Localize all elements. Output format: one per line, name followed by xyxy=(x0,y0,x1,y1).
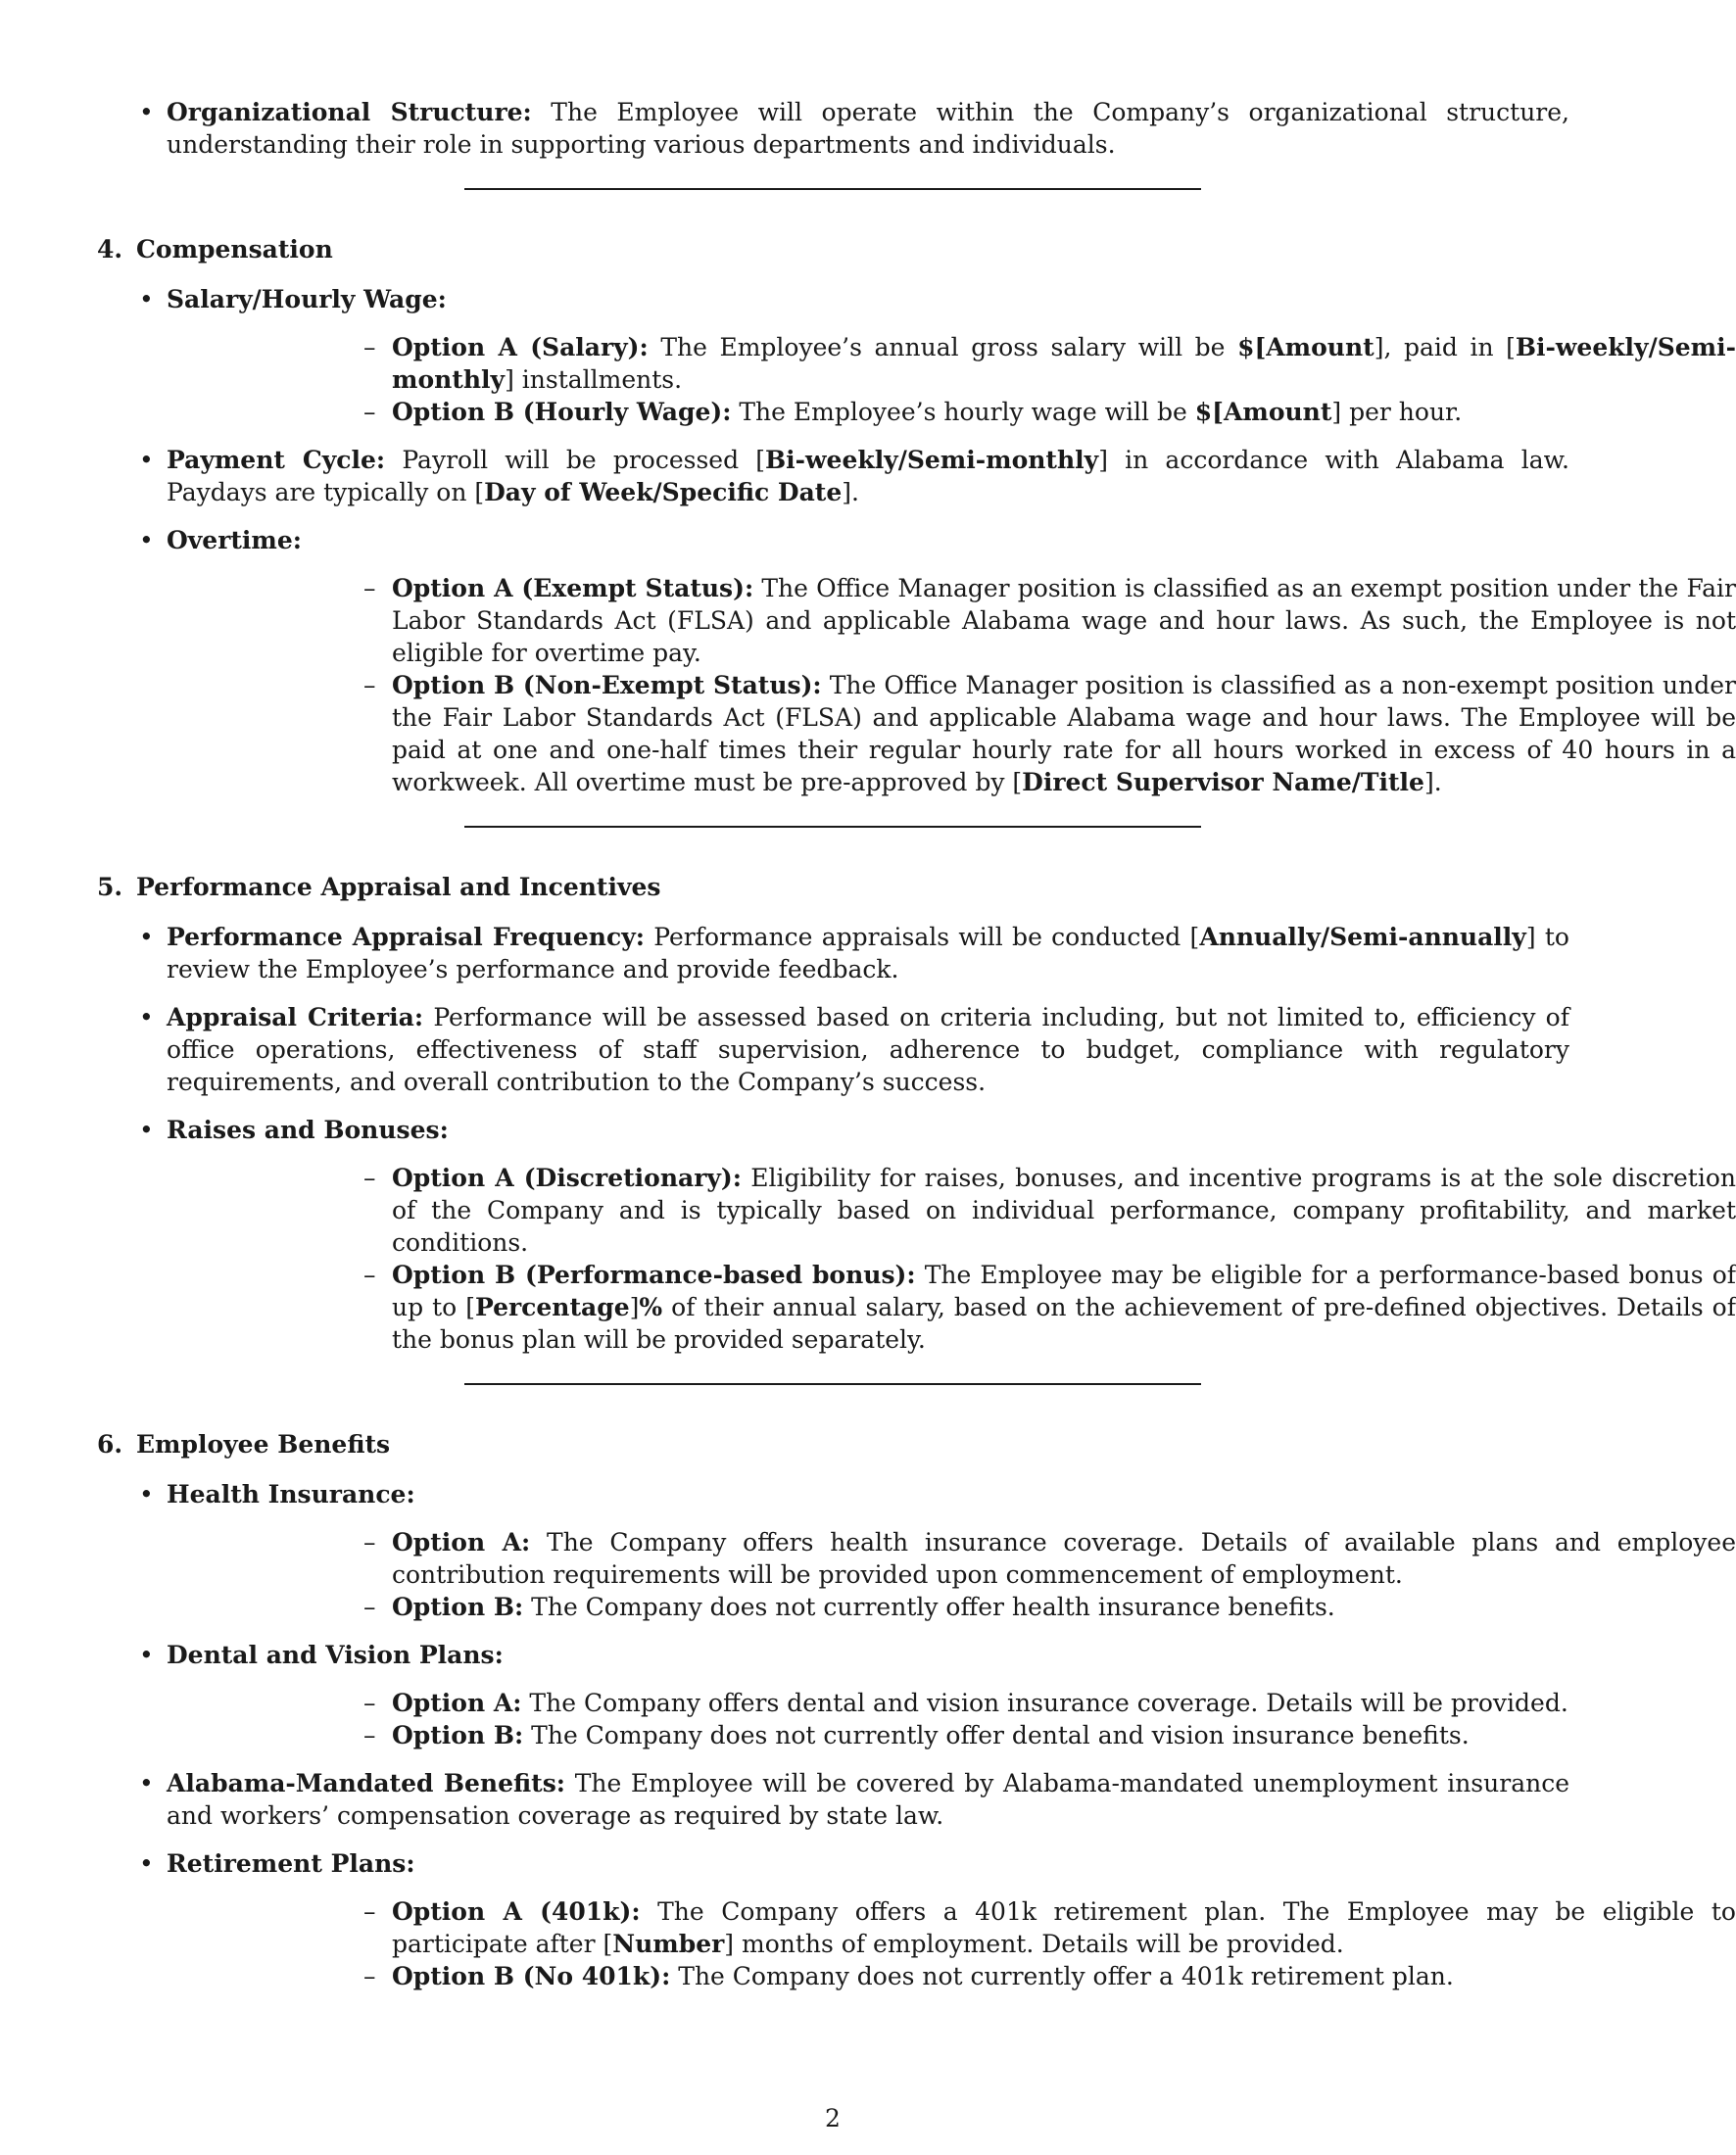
placeholder-field: Percentage xyxy=(474,1293,630,1321)
option-text: of their annual salary, based on the achievement of pre-defined objectives. Details of the bonus plan will be provided separately. xyxy=(392,1293,1736,1354)
option-label: Option B: xyxy=(392,1593,524,1621)
option-text: ] months of employment. Details will be provided. xyxy=(724,1930,1344,1958)
option-text: The Company does not currently offer dental and vision insurance benefits. xyxy=(523,1721,1470,1749)
raises-option-b xyxy=(392,1259,1736,1356)
option-text: The Company offers a 401k retirement plan. The Employee may be eligible to participate after [ xyxy=(392,1897,1736,1958)
option-text: The Employee may be eligible for a performance-based bonus of up to [ xyxy=(392,1261,1736,1321)
health-option-a xyxy=(392,1526,1736,1591)
placeholder-field: Day of Week/Specific Date xyxy=(484,478,843,506)
option-text: ] per hour. xyxy=(1331,398,1463,426)
item-text: ] to review the Employee’s performance and provide feedback. xyxy=(167,923,1569,983)
option-label: Option A (401k): xyxy=(392,1897,641,1926)
option-label: Option B: xyxy=(392,1721,524,1749)
section-number: 5. xyxy=(97,873,123,901)
appraisal-criteria-item xyxy=(167,1001,1569,1098)
retirement-plans-item xyxy=(167,1847,1736,1992)
option-text: The Employee’s annual gross salary will be xyxy=(648,333,1238,361)
item-text: Performance will be assessed based on criteria including, but not limited to, efficiency of office operations, effectiveness of staff supervision, adherence to budget, compliance with regulatory requirements, and overall contribution to the Company’s success. xyxy=(167,1003,1569,1096)
overtime-item xyxy=(167,524,1736,798)
raises-bonuses-item xyxy=(167,1114,1736,1356)
dental-option-b xyxy=(392,1719,1736,1751)
section-divider xyxy=(464,1383,1201,1385)
payment-cycle-label: Payment Cycle: xyxy=(167,446,386,474)
option-label: Option B (Hourly Wage): xyxy=(392,398,732,426)
percent-sign: % xyxy=(639,1293,663,1321)
retirement-option-a xyxy=(392,1895,1736,1960)
mandated-benefits-item xyxy=(167,1767,1569,1832)
item-text: Performance appraisals will be conducted [ xyxy=(644,923,1200,951)
option-label: Option A: xyxy=(392,1689,522,1717)
health-insurance-label: Health Insurance: xyxy=(167,1480,415,1508)
appraisal-frequency-label: Performance Appraisal Frequency: xyxy=(167,923,645,951)
health-option-b xyxy=(392,1591,1736,1623)
org-structure-item xyxy=(167,96,1569,161)
org-structure-label: Organizational Structure: xyxy=(167,98,532,126)
section-title: Compensation xyxy=(136,235,333,263)
org-structure-text: The Employee will operate within the Company’s organizational structure, understanding their role in supporting various departments and individuals. xyxy=(167,98,1569,159)
salary-item xyxy=(167,283,1736,428)
section-heading-performance xyxy=(97,871,1665,903)
retirement-options xyxy=(167,1895,1736,1992)
placeholder-field: Number xyxy=(612,1930,725,1958)
option-label: Option B (Performance-based bonus): xyxy=(392,1261,916,1289)
overtime-options xyxy=(167,572,1736,798)
dental-vision-item xyxy=(167,1639,1569,1751)
dental-options xyxy=(167,1687,1569,1751)
mandated-benefits-label: Alabama-Mandated Benefits: xyxy=(167,1769,566,1797)
dental-option-a xyxy=(392,1687,1736,1719)
retirement-option-b xyxy=(392,1960,1736,1992)
item-text: ] in accordance with Alabama law. Paydays are typically on [ xyxy=(167,446,1569,506)
section-heading-benefits xyxy=(97,1428,1665,1461)
item-text: The Employee will be covered by Alabama-mandated unemployment insurance and workers’ compensation coverage as required by state law. xyxy=(167,1769,1569,1830)
salary-label: Salary/Hourly Wage: xyxy=(167,285,447,313)
page-content xyxy=(0,96,1736,2008)
placeholder-field: $[Amount xyxy=(1237,333,1374,361)
placeholder-field: Annually/Semi-annually xyxy=(1199,923,1526,951)
option-text: ] installments. xyxy=(505,365,683,394)
appraisal-criteria-label: Appraisal Criteria: xyxy=(167,1003,424,1031)
appraisal-frequency-item xyxy=(167,921,1569,985)
placeholder-field: $[Amount xyxy=(1194,398,1332,426)
section-divider xyxy=(464,826,1201,828)
option-label: Option B (No 401k): xyxy=(392,1962,671,1990)
overtime-option-a xyxy=(392,572,1736,669)
section-number: 6. xyxy=(97,1430,123,1459)
retirement-plans-label: Retirement Plans: xyxy=(167,1849,415,1878)
section-divider xyxy=(464,188,1201,190)
option-text: The Office Manager position is classified as an exempt position under the Fair Labor Standards Act (FLSA) and applicable Alabama wage and hour laws. As such, the Employee is not eligible for overtime pay. xyxy=(392,574,1736,667)
option-text: ], paid in [ xyxy=(1374,333,1516,361)
payment-cycle-item xyxy=(167,444,1569,508)
section-number: 4. xyxy=(97,235,123,263)
salary-option-a xyxy=(392,331,1736,396)
page-number: 2 xyxy=(825,2104,841,2132)
option-label: Option A (Salary): xyxy=(392,333,649,361)
placeholder-field: Direct Supervisor Name/Title xyxy=(1022,768,1424,796)
option-text: The Company does not currently offer health insurance benefits. xyxy=(523,1593,1335,1621)
item-text: ]. xyxy=(842,478,859,506)
option-text: The Office Manager position is classified as a non-exempt position under the Fair Labor Standards Act (FLSA) and applicable Alabama wage and hour laws. The Employee will be paid at one and one-half times their regular hourly rate for all hours worked in excess of 40 hours in a workweek. All overtime must be pre-approved by [ xyxy=(392,671,1736,796)
option-text: ]. xyxy=(1423,768,1442,796)
option-text: The Employee’s hourly wage will be xyxy=(731,398,1195,426)
health-options xyxy=(167,1526,1736,1623)
placeholder-field: Bi-weekly/Semi-monthly xyxy=(765,446,1099,474)
section-heading-compensation xyxy=(97,233,1665,265)
dental-vision-label: Dental and Vision Plans: xyxy=(167,1641,504,1669)
raises-bonuses-label: Raises and Bonuses: xyxy=(167,1116,449,1144)
overtime-option-b xyxy=(392,669,1736,798)
section-title: Performance Appraisal and Incentives xyxy=(136,873,661,901)
health-insurance-item xyxy=(167,1478,1736,1623)
option-label: Option A (Exempt Status): xyxy=(392,574,754,602)
placeholder-field: Bi-weekly/Semi-monthly xyxy=(392,333,1736,394)
section-title: Employee Benefits xyxy=(136,1430,391,1459)
raises-options xyxy=(167,1162,1736,1356)
option-label: Option A (Discretionary): xyxy=(392,1164,742,1192)
overtime-label: Overtime: xyxy=(167,526,303,554)
raises-option-a xyxy=(392,1162,1736,1259)
salary-option-b xyxy=(392,396,1736,428)
option-text: Eligibility for raises, bonuses, and incentive programs is at the sole discretion of the Company and is typically based on individual performance, company profitability, and market conditions. xyxy=(392,1164,1736,1257)
option-label: Option B (Non-Exempt Status): xyxy=(392,671,822,699)
salary-options xyxy=(167,331,1736,428)
option-text: The Company does not currently offer a 401k retirement plan. xyxy=(670,1962,1454,1990)
option-text: ] xyxy=(629,1293,640,1321)
item-text: Payroll will be processed [ xyxy=(385,446,766,474)
option-label: Option A: xyxy=(392,1528,531,1556)
option-text: The Company offers health insurance coverage. Details of available plans and employee contribution requirements will be provided upon commencement of employment. xyxy=(392,1528,1736,1589)
option-text: The Company offers dental and vision insurance coverage. Details will be provided. xyxy=(521,1689,1568,1717)
